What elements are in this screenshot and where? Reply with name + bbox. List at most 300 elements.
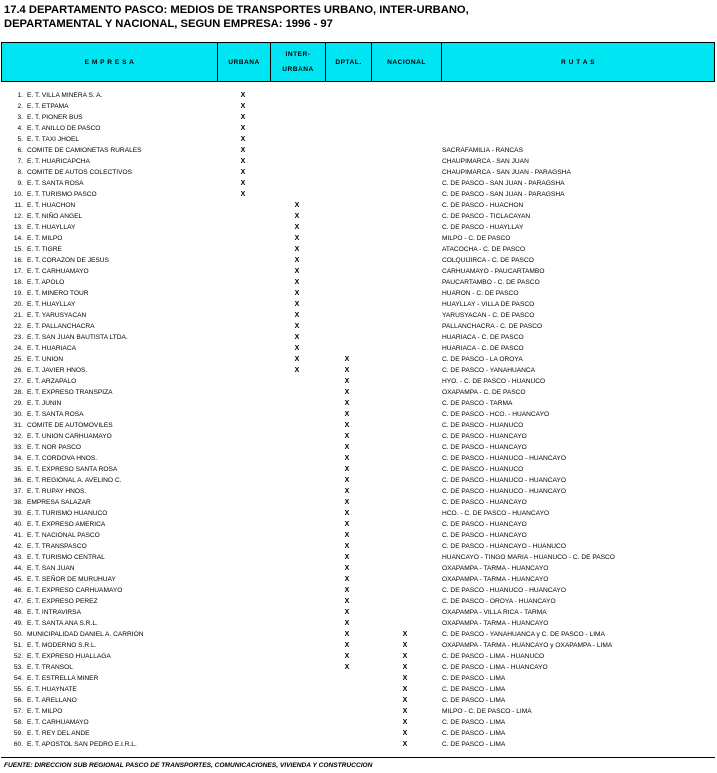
row-ruta: C. DE PASCO - HUANUCO - HUANCAYO (442, 587, 566, 594)
table-row (0, 717, 717, 728)
table-row (0, 222, 717, 233)
mark-urbana: X (240, 92, 246, 99)
row-number: 49. (13, 620, 23, 627)
row-number: 39. (13, 510, 23, 517)
table-row (0, 519, 717, 530)
row-number: 7. (17, 158, 23, 165)
table-row (0, 200, 717, 211)
table-row (0, 486, 717, 497)
row-ruta: HUAYLLAY - VILLA DE PASCO (442, 301, 535, 308)
row-ruta: C. DE PASCO - HUANCAYO - HUANUCO (442, 543, 566, 550)
table-row (0, 728, 717, 739)
mark-dptal: X (344, 510, 350, 517)
row-number: 20. (13, 301, 23, 308)
row-empresa: E. T. SANTA ROSA (27, 411, 84, 418)
row-ruta: COLQUIJIRCA - C. DE PASCO (442, 257, 534, 264)
row-empresa: E. T. APOLO (27, 279, 65, 286)
row-empresa: E. T. TAXI JHOEL (27, 136, 80, 143)
row-ruta: C. DE PASCO - HUANCAYO (442, 433, 527, 440)
table-row (0, 684, 717, 695)
row-number: 22. (13, 323, 23, 330)
row-number: 45. (13, 576, 23, 583)
row-number: 28. (13, 389, 23, 396)
mark-dptal: X (344, 466, 350, 473)
row-empresa: E. T. REGIONAL A. AVELINO C. (27, 477, 122, 484)
mark-urbana: X (240, 180, 246, 187)
mark-urbana: X (240, 103, 246, 110)
mark-dptal: X (344, 631, 350, 638)
table-row (0, 596, 717, 607)
row-empresa: E. T. TRANSPASCO (27, 543, 87, 550)
table-row (0, 288, 717, 299)
header-dptal: DPTAL. (326, 43, 372, 81)
table-row (0, 662, 717, 673)
row-number: 13. (13, 224, 23, 231)
row-number: 11. (14, 202, 23, 209)
row-ruta: C. DE PASCO - HUANUCO - HUANCAYO (442, 477, 566, 484)
table-row (0, 574, 717, 585)
header-inter-line1: INTER- (285, 51, 311, 58)
table-row (0, 299, 717, 310)
table-row (0, 255, 717, 266)
row-ruta: HUARIACA - C. DE PASCO (442, 345, 524, 352)
table-row (0, 112, 717, 123)
row-number: 29. (13, 400, 23, 407)
table-row (0, 629, 717, 640)
table-row (0, 145, 717, 156)
mark-dptal: X (344, 378, 350, 385)
row-number: 48. (13, 609, 23, 616)
mark-urbana: X (240, 147, 246, 154)
row-number: 26. (13, 367, 23, 374)
table-row (0, 277, 717, 288)
table-row (0, 321, 717, 332)
row-empresa: E. T. ARELLANO (27, 697, 77, 704)
mark-dptal: X (344, 367, 350, 374)
row-empresa: E. T. MODERNO S.R.L. (27, 642, 97, 649)
mark-inter-urbana: X (294, 279, 300, 286)
row-empresa: E. T. YARUSYACAN (27, 312, 87, 319)
row-number: 36. (13, 477, 23, 484)
row-number: 15. (13, 246, 23, 253)
row-empresa: E. T. PIONER BUS (27, 114, 83, 121)
table-header (1, 42, 715, 82)
row-number: 40. (13, 521, 23, 528)
row-number: 4. (17, 125, 23, 132)
row-number: 54. (13, 675, 23, 682)
row-ruta: C. DE PASCO - HUANCAYO (442, 499, 527, 506)
row-number: 58. (13, 719, 23, 726)
row-ruta: PAUCARTAMBO - C. DE PASCO (442, 279, 540, 286)
row-number: 25. (13, 356, 23, 363)
row-empresa: E. T. SEÑOR DE MURUHUAY (27, 576, 116, 583)
mark-dptal: X (344, 565, 350, 572)
row-empresa: COMITE DE AUTOMOVILES (27, 422, 113, 429)
row-number: 19. (13, 290, 23, 297)
table-row (0, 420, 717, 431)
row-empresa: E. T. CARHUAMAYO (27, 719, 89, 726)
row-ruta: C. DE PASCO - HUANUCO - HUANCAYO (442, 455, 566, 462)
row-empresa: E. T. VILLA MINERA S. A. (27, 92, 103, 99)
mark-nacional: X (402, 686, 408, 693)
row-number: 50. (13, 631, 23, 638)
row-ruta: OXAPAMPA - C. DE PASCO (442, 389, 526, 396)
row-ruta: HUARON - C. DE PASCO (442, 290, 519, 297)
mark-dptal: X (344, 543, 350, 550)
table-row (0, 189, 717, 200)
row-empresa: E. T. EXPRESO SANTA ROSA (27, 466, 118, 473)
row-empresa: E. T. ARZAPALO (27, 378, 77, 385)
row-ruta: C. DE PASCO - HUAYLLAY (442, 224, 524, 231)
mark-dptal: X (344, 576, 350, 583)
mark-inter-urbana: X (294, 345, 300, 352)
row-number: 33. (13, 444, 23, 451)
row-ruta: C. DE PASCO - HUANCAYO (442, 532, 527, 539)
row-empresa: E. T. MILPO (27, 708, 63, 715)
row-number: 53. (13, 664, 23, 671)
row-number: 44. (13, 565, 23, 572)
table-row (0, 442, 717, 453)
row-number: 59. (13, 730, 23, 737)
table-row (0, 134, 717, 145)
row-number: 41. (13, 532, 23, 539)
title-line-2: DEPARTAMENTAL Y NACIONAL, SEGUN EMPRESA: 1996 - 97 (4, 18, 333, 30)
mark-inter-urbana: X (294, 356, 300, 363)
row-empresa: E. T. UNION CARHUAMAYO (27, 433, 112, 440)
row-empresa: E. T. SAN JUAN BAUTISTA LTDA. (27, 334, 128, 341)
mark-dptal: X (344, 521, 350, 528)
row-empresa: EMPRESA SALAZAR (27, 499, 91, 506)
row-empresa: E. T. HUAYNATE (27, 686, 77, 693)
mark-dptal: X (344, 356, 350, 363)
row-ruta: C. DE PASCO - HCO. - HUANCAYO (442, 411, 550, 418)
row-empresa: E. T. RUPAY HNOS. (27, 488, 87, 495)
mark-inter-urbana: X (294, 301, 300, 308)
row-empresa: E. T. TURISMO CENTRAL (27, 554, 105, 561)
table-row (0, 497, 717, 508)
page-title (4, 3, 704, 31)
header-urbana: URBANA (218, 43, 271, 81)
row-empresa: E. T. SANTA ANA S.R.L. (27, 620, 98, 627)
row-empresa: E. T. TIGRE (27, 246, 62, 253)
row-number: 10. (13, 191, 23, 198)
table-row (0, 607, 717, 618)
header-empresa: E M P R E S A (2, 43, 218, 81)
row-ruta: MILPO - C. DE PASCO (442, 235, 511, 242)
table-row (0, 563, 717, 574)
table-row (0, 90, 717, 101)
table-body (0, 90, 717, 750)
mark-inter-urbana: X (294, 257, 300, 264)
row-ruta: C. DE PASCO - HUANUCO (442, 466, 524, 473)
row-ruta: C. DE PASCO - HUACHON (442, 202, 524, 209)
mark-urbana: X (240, 169, 246, 176)
mark-nacional: X (402, 741, 408, 748)
row-empresa: E. T. NOR PASCO (27, 444, 81, 451)
row-number: 23. (13, 334, 23, 341)
header-rutas: R U T A S (560, 58, 596, 66)
row-empresa: E. T. APOSTOL SAN PEDRO E.I.R.L. (27, 741, 137, 748)
row-ruta: C. DE PASCO - TARMA (442, 400, 513, 407)
row-ruta: C. DE PASCO - HUANUCO - HUANCAYO (442, 488, 566, 495)
mark-inter-urbana: X (294, 246, 300, 253)
row-ruta: C. DE PASCO - LIMA (442, 741, 506, 748)
row-ruta: OXAPAMPA - VILLA RICA - TARMA (442, 609, 547, 616)
row-empresa: E. T. EXPRESO HUALLAGA (27, 653, 111, 660)
table-row (0, 101, 717, 112)
row-empresa: E. T. HUARICAPCHA (27, 158, 90, 165)
mark-nacional: X (402, 642, 408, 649)
row-empresa: E. T. MILPO (27, 235, 63, 242)
row-number: 51. (13, 642, 23, 649)
row-ruta: MILPO - C. DE PASCO - LIMA (442, 708, 532, 715)
row-number: 8. (17, 169, 23, 176)
row-ruta: C. DE PASCO - YANAHUANCA y C. DE PASCO - LIMA (442, 631, 605, 638)
row-empresa: E. T. EXPRESO CARHUAMAYO (27, 587, 123, 594)
row-number: 38. (13, 499, 23, 506)
row-empresa: E. T. JUNIN (27, 400, 62, 407)
table-row (0, 618, 717, 629)
row-empresa: E. T. ESTRELLA MINER (27, 675, 99, 682)
row-number: 5. (17, 136, 23, 143)
table-row (0, 541, 717, 552)
table-row (0, 332, 717, 343)
row-empresa: E. T. CORDOVA HNOS. (27, 455, 98, 462)
table-row (0, 695, 717, 706)
row-number: 31. (13, 422, 23, 429)
row-number: 1. (17, 92, 23, 99)
row-ruta: OXAPAMPA - TARMA - HUANCAYO y OXAPAMPA - LIMA (442, 642, 613, 649)
row-empresa: E. T. ETPAMA (27, 103, 69, 110)
row-empresa: E. T. SAN JUAN (27, 565, 75, 572)
row-ruta: ATACOCHA - C. DE PASCO (442, 246, 526, 253)
row-empresa: E. T. EXPRESO AMERICA (27, 521, 106, 528)
table-row (0, 508, 717, 519)
header-nacional: NACIONAL (372, 43, 442, 81)
row-number: 60. (13, 741, 23, 748)
row-ruta: YARUSYACAN - C. DE PASCO (442, 312, 535, 319)
table-row (0, 244, 717, 255)
row-number: 2. (17, 103, 23, 110)
table-row (0, 431, 717, 442)
row-ruta: C. DE PASCO - LIMA (442, 730, 506, 737)
row-ruta: C. DE PASCO - HUANCAYO (442, 444, 527, 451)
row-number: 37. (13, 488, 23, 495)
row-ruta: CHAUPIMARCA - SAN JUAN - PARAGSHA (442, 169, 571, 176)
mark-dptal: X (344, 587, 350, 594)
header-inter-line2: URBANA (282, 66, 314, 73)
row-empresa: MUNICIPALIDAD DANIEL A. CARRION (27, 631, 144, 638)
mark-nacional: X (402, 664, 408, 671)
table-row (0, 354, 717, 365)
row-empresa: E. T. CORAZON DE JESUS (27, 257, 109, 264)
row-number: 46. (13, 587, 23, 594)
mark-inter-urbana: X (294, 213, 300, 220)
row-number: 47. (13, 598, 23, 605)
table-row (0, 530, 717, 541)
row-ruta: SACRAFAMILIA - RANCAS (442, 147, 523, 154)
mark-inter-urbana: X (294, 334, 300, 341)
table-row (0, 365, 717, 376)
row-number: 43. (13, 554, 23, 561)
row-empresa: E. T. HUACHON (27, 202, 76, 209)
row-number: 34. (13, 455, 23, 462)
row-number: 30. (13, 411, 23, 418)
mark-inter-urbana: X (294, 268, 300, 275)
mark-dptal: X (344, 444, 350, 451)
row-number: 16. (13, 257, 23, 264)
mark-dptal: X (344, 598, 350, 605)
mark-nacional: X (402, 631, 408, 638)
row-ruta: C. DE PASCO - YANAHUANCA (442, 367, 536, 374)
mark-nacional: X (402, 708, 408, 715)
mark-nacional: X (402, 653, 408, 660)
mark-dptal: X (344, 422, 350, 429)
mark-inter-urbana: X (294, 235, 300, 242)
table-row (0, 233, 717, 244)
row-number: 27. (13, 378, 23, 385)
row-empresa: COMITE DE AUTOS COLECTIVOS (27, 169, 133, 176)
row-number: 14. (13, 235, 23, 242)
table-row (0, 673, 717, 684)
table-row (0, 651, 717, 662)
mark-urbana: X (240, 125, 246, 132)
mark-nacional: X (402, 730, 408, 737)
mark-dptal: X (344, 609, 350, 616)
mark-dptal: X (344, 411, 350, 418)
row-empresa: E. T. TURISMO HUANUCO (27, 510, 108, 517)
table-row (0, 387, 717, 398)
row-empresa: E. T. ANILLO DE PASCO (27, 125, 101, 132)
row-empresa: COMITE DE CAMIONETAS RURALES (27, 147, 142, 154)
row-ruta: C. DE PASCO - LA OROYA (442, 356, 523, 363)
row-empresa: E. T. EXPRESO TRANSPIZA (27, 389, 113, 396)
row-number: 18. (13, 279, 23, 286)
table-row (0, 585, 717, 596)
mark-inter-urbana: X (294, 323, 300, 330)
mark-inter-urbana: X (294, 367, 300, 374)
row-empresa: E. T. HUAYLLAY (27, 224, 76, 231)
row-ruta: C. DE PASCO - LIMA - HUANCAYO (442, 664, 548, 671)
row-ruta: C. DE PASCO - TICLACAYAN (442, 213, 531, 220)
mark-inter-urbana: X (294, 224, 300, 231)
row-ruta: HYO. - C. DE PASCO - HUANUCO (442, 378, 546, 385)
mark-urbana: X (240, 136, 246, 143)
table-row (0, 706, 717, 717)
mark-dptal: X (344, 620, 350, 627)
row-empresa: E. T. TURISMO PASCO (27, 191, 97, 198)
mark-dptal: X (344, 477, 350, 484)
mark-dptal: X (344, 664, 350, 671)
row-empresa: E. T. UNION (27, 356, 64, 363)
row-empresa: E. T. SANTA ROSA (27, 180, 84, 187)
mark-inter-urbana: X (294, 202, 300, 209)
mark-dptal: X (344, 653, 350, 660)
row-ruta: OXAPAMPA - TARMA - HUANCAYO (442, 576, 549, 583)
row-ruta: C. DE PASCO - LIMA (442, 686, 506, 693)
mark-dptal: X (344, 400, 350, 407)
row-number: 56. (13, 697, 23, 704)
row-number: 35. (13, 466, 23, 473)
row-number: 57. (13, 708, 23, 715)
row-ruta: CARHUAMAYO - PAUCARTAMBO (442, 268, 545, 275)
table-row (0, 739, 717, 750)
table-row (0, 464, 717, 475)
mark-dptal: X (344, 455, 350, 462)
table-row (0, 376, 717, 387)
row-ruta: OXAPAMPA - TARMA - HUANCAYO (442, 620, 549, 627)
row-ruta: HUARIACA - C. DE PASCO (442, 334, 524, 341)
table-row (0, 640, 717, 651)
mark-dptal: X (344, 554, 350, 561)
row-empresa: E. T. CARHUAMAYO (27, 268, 89, 275)
row-number: 42. (13, 543, 23, 550)
row-number: 55. (13, 686, 23, 693)
row-ruta: C. DE PASCO - LIMA (442, 675, 506, 682)
table-row (0, 343, 717, 354)
mark-dptal: X (344, 499, 350, 506)
row-ruta: C. DE PASCO - SAN JUAN - PARAGSHA (442, 191, 565, 198)
table-row (0, 453, 717, 464)
table-row (0, 409, 717, 420)
row-empresa: E. T. NIÑO ANGEL (27, 213, 83, 220)
mark-urbana: X (240, 191, 246, 198)
row-ruta: C. DE PASCO - OROYA - HUANCAYO (442, 598, 556, 605)
table-row (0, 310, 717, 321)
title-line-1: 17.4 DEPARTAMENTO PASCO: MEDIOS DE TRANSPORTES URBANO, INTER-URBANO, (4, 4, 469, 16)
table-row (0, 123, 717, 134)
mark-nacional: X (402, 719, 408, 726)
row-empresa: E. T. HUARIACA (27, 345, 76, 352)
row-empresa: E. T. INTRAVIRSA (27, 609, 81, 616)
row-number: 21. (13, 312, 23, 319)
row-ruta: C. DE PASCO - HUANCAYO (442, 521, 527, 528)
mark-inter-urbana: X (294, 312, 300, 319)
mark-dptal: X (344, 389, 350, 396)
mark-urbana: X (240, 158, 246, 165)
row-empresa: E. T. HUAYLLAY (27, 301, 76, 308)
row-number: 17. (13, 268, 23, 275)
source-note: FUENTE: DIRECCION SUB REGIONAL PASCO DE TRANSPORTES, COMUNICACIONES, VIVIENDA Y CONSTRUCCION (4, 762, 373, 769)
mark-dptal: X (344, 488, 350, 495)
mark-urbana: X (240, 114, 246, 121)
row-empresa: E. T. JAVIER HNOS. (27, 367, 88, 374)
row-ruta: CHAUPIMARCA - SAN JUAN (442, 158, 529, 165)
row-empresa: E. T. REY DEL ANDE (27, 730, 90, 737)
row-empresa: E. T. PALLANCHACRA (27, 323, 95, 330)
table-row (0, 156, 717, 167)
table-row (0, 178, 717, 189)
mark-nacional: X (402, 697, 408, 704)
mark-nacional: X (402, 675, 408, 682)
table-row (0, 211, 717, 222)
footer-divider (1, 757, 715, 758)
row-ruta: C. DE PASCO - SAN JUAN - PARAGSHA (442, 180, 565, 187)
table-row (0, 552, 717, 563)
row-number: 12. (13, 213, 23, 220)
row-ruta: C. DE PASCO - LIMA (442, 697, 506, 704)
row-ruta: OXAPAMPA - TARMA - HUANCAYO (442, 565, 549, 572)
header-inter-urbana (271, 43, 326, 81)
row-number: 24. (13, 345, 23, 352)
table-row (0, 167, 717, 178)
row-number: 3. (17, 114, 23, 121)
table-row (0, 398, 717, 409)
row-empresa: E. T. TRANSOL (27, 664, 73, 671)
row-empresa: E. T. NACIONAL PASCO (27, 532, 100, 539)
mark-inter-urbana: X (294, 290, 300, 297)
mark-dptal: X (344, 532, 350, 539)
